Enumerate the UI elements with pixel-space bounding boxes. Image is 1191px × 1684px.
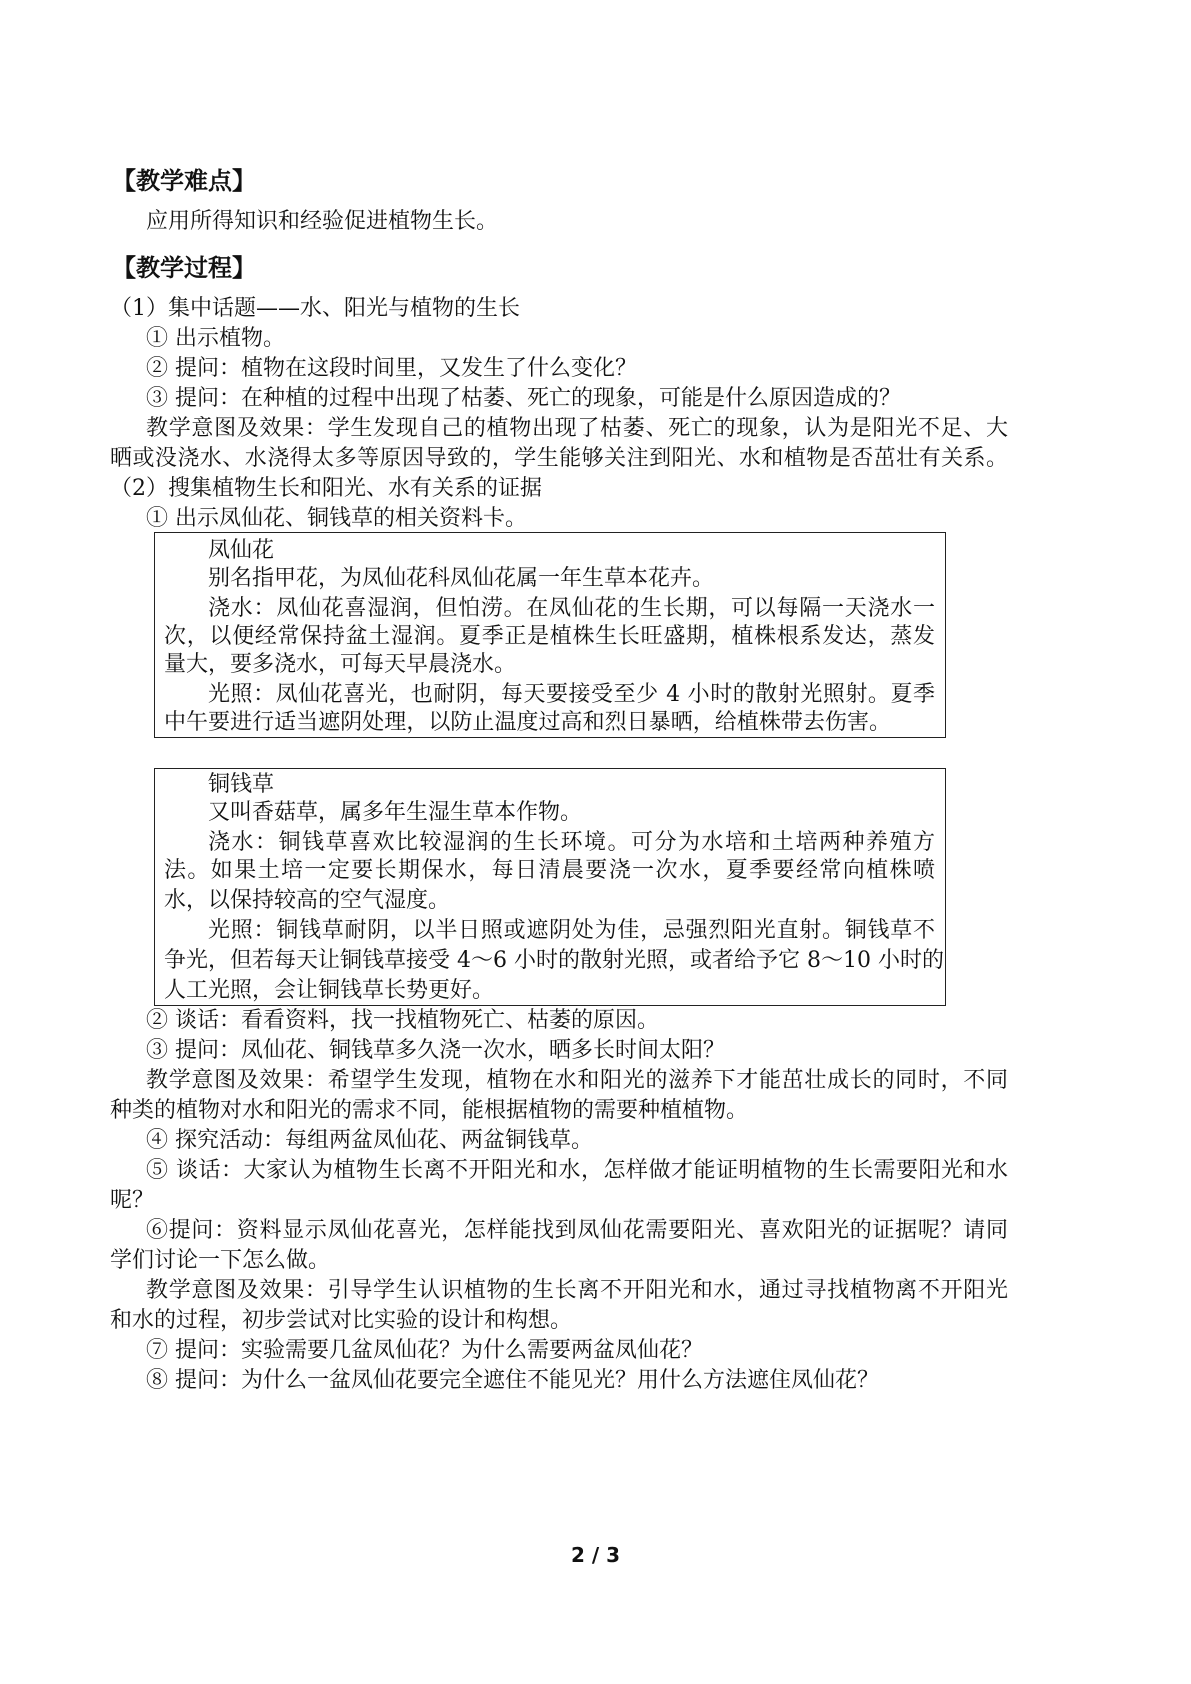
card2-light-line2: 争光，但若每天让铜钱草接受 4～6 小时的散射光照，或者给予它 8～10 小时的 xyxy=(164,948,944,973)
heading-teaching-difficulty: 【教学难点】 xyxy=(112,167,256,195)
section2-item-5-line2: 呢？ xyxy=(110,1188,155,1213)
card1-light-line1: 光照：凤仙花喜光，也耐阴，每天要接受至少 4 小时的散射光照射。夏季 xyxy=(208,682,935,707)
section1-title: （1）集中话题——水、阳光与植物的生长 xyxy=(110,296,520,321)
section2-item-6-line2: 学们讨论一下怎么做。 xyxy=(110,1248,331,1273)
card2-water-line2: 法。如果土培一定要长期保水，每日清晨要浇一次水，夏季要经常向植株喷 xyxy=(164,858,935,883)
section2-intent3-line2: 和水的过程，初步尝试对比实验的设计和构想。 xyxy=(110,1308,573,1333)
heading-teaching-process: 【教学过程】 xyxy=(112,254,256,282)
section2-item-8: ⑧ 提问：为什么一盆凤仙花要完全遮住不能见光？用什么方法遮住凤仙花？ xyxy=(146,1368,879,1393)
section2-item-5-line1: ⑤ 谈话：大家认为植物生长离不开阳光和水，怎样做才能证明植物的生长需要阳光和水 xyxy=(146,1158,1008,1183)
section2-item-1: ① 出示凤仙花、铜钱草的相关资料卡。 xyxy=(146,506,527,531)
card1-water-line2: 次，以便经常保持盆土湿润。夏季正是植株生长旺盛期，植株根系发达，蒸发 xyxy=(164,624,935,649)
section2-title: （2）搜集植物生长和阳光、水有关系的证据 xyxy=(110,476,542,501)
section1-intent-line1: 教学意图及效果：学生发现自己的植物出现了枯萎、死亡的现象，认为是阳光不足、大 xyxy=(146,416,1008,441)
card1-alias: 别名指甲花，为凤仙花科凤仙花属一年生草本花卉。 xyxy=(208,566,715,591)
section1-intent-line2: 晒或没浇水、水浇得太多等原因导致的，学生能够关注到阳光、水和植物是否茁壮有关系。 xyxy=(110,446,1008,471)
section1-item-2: ② 提问：植物在这段时间里，又发生了什么变化？ xyxy=(146,356,637,381)
card2-light-line3: 人工光照，会让铜钱草长势更好。 xyxy=(164,978,495,1003)
section2-item-3: ③ 提问：凤仙花、铜钱草多久浇一次水，晒多长时间太阳？ xyxy=(146,1038,725,1063)
section2-intent3-line1: 教学意图及效果：引导学生认识植物的生长离不开阳光和水，通过寻找植物离不开阳光 xyxy=(146,1278,1008,1303)
card1-light-line2: 中午要进行适当遮阴处理，以防止温度过高和烈日暴晒，给植株带去伤害。 xyxy=(164,710,891,735)
section1-item-3: ③ 提问：在种植的过程中出现了枯萎、死亡的现象，可能是什么原因造成的？ xyxy=(146,386,901,411)
section2-intent-line1: 教学意图及效果：希望学生发现，植物在水和阳光的滋养下才能茁壮成长的同时，不同 xyxy=(146,1068,1008,1093)
section2-item-7: ⑦ 提问：实验需要几盆凤仙花？为什么需要两盆凤仙花？ xyxy=(146,1338,703,1363)
page-number: 2 / 3 xyxy=(570,1543,621,1567)
card1-water-line1: 浇水：凤仙花喜湿润，但怕涝。在凤仙花的生长期，可以每隔一天浇水一 xyxy=(208,596,935,621)
section2-item-4: ④ 探究活动：每组两盆凤仙花、两盆铜钱草。 xyxy=(146,1128,593,1153)
card2-light-line1: 光照：铜钱草耐阴，以半日照或遮阴处为佳，忌强烈阳光直射。铜钱草不 xyxy=(208,918,935,943)
card1-water-line3: 量大，要多浇水，可每天早晨浇水。 xyxy=(164,652,517,677)
section2-intent-line2: 种类的植物对水和阳光的需求不同，能根据植物的需要种植植物。 xyxy=(110,1098,749,1123)
card2-water-line1: 浇水：铜钱草喜欢比较湿润的生长环境。可分为水培和土培两种养殖方 xyxy=(208,830,935,855)
card2-title: 铜钱草 xyxy=(208,772,275,797)
section1-item-1: ① 出示植物。 xyxy=(146,326,285,351)
card1-title: 凤仙花 xyxy=(208,538,275,563)
section2-item-2: ② 谈话：看看资料，找一找植物死亡、枯萎的原因。 xyxy=(146,1008,659,1033)
difficulty-text: 应用所得知识和经验促进植物生长。 xyxy=(146,209,499,234)
section2-item-6-line1: ⑥提问：资料显示凤仙花喜光，怎样能找到凤仙花需要阳光、喜欢阳光的证据呢？请同 xyxy=(146,1218,1008,1243)
card2-alias: 又叫香菇草，属多年生湿生草本作物。 xyxy=(208,800,583,825)
card2-water-line3: 水，以保持较高的空气湿度。 xyxy=(164,888,451,913)
